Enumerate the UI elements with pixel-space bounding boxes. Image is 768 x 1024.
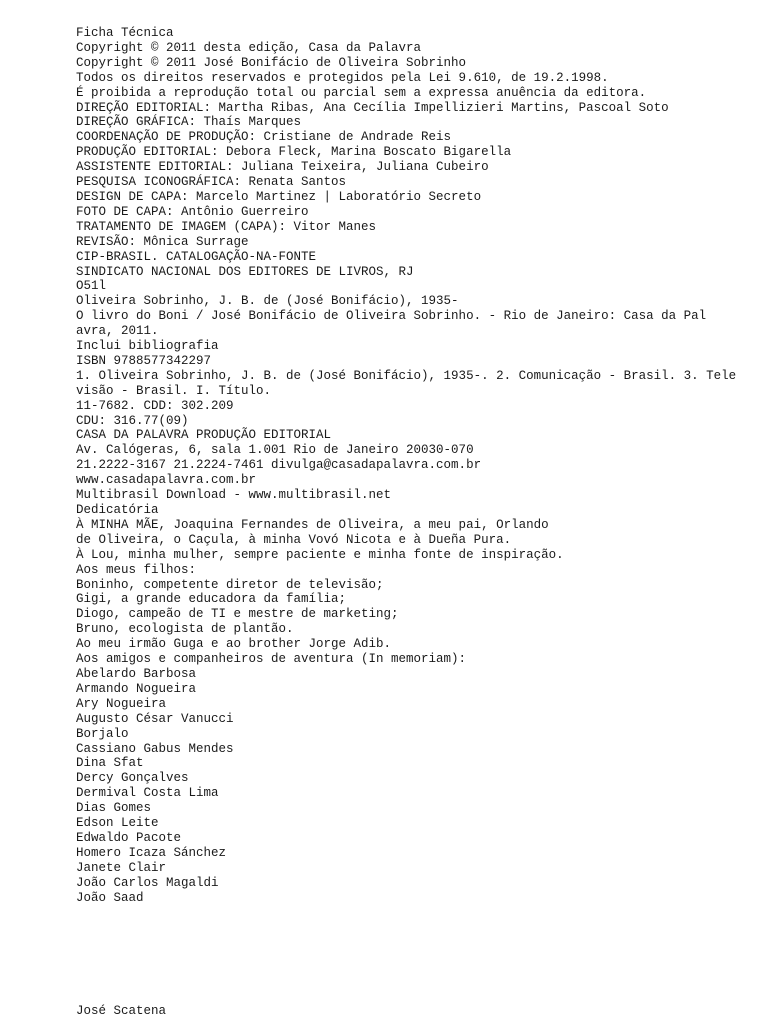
footer-line: José Scatena [76, 1004, 167, 1018]
text-line: avra, 2011. [76, 324, 159, 339]
text-line: Gigi, a grande educadora da família; [76, 592, 347, 607]
text-line: Multibrasil Download - www.multibrasil.net [76, 488, 392, 503]
text-line: À MINHA MÃE, Joaquina Fernandes de Oliveira, a meu pai, Orlando [76, 517, 549, 532]
text-line: CDU: 316.77(09) [76, 413, 189, 428]
text-line: SINDICATO NACIONAL DOS EDITORES DE LIVROS, RJ [76, 264, 414, 279]
text-line: Copyright © 2011 José Bonifácio de Oliveira Sobrinho [76, 55, 467, 70]
text-line: Dermival Costa Lima [76, 786, 219, 801]
text-line: Cassiano Gabus Mendes [76, 741, 234, 756]
text-line: É proibida a reprodução total ou parcial sem a expressa anuência da editora. [76, 85, 647, 100]
text-line: Augusto César Vanucci [76, 711, 234, 726]
text-line: Aos amigos e companheiros de aventura (In memoriam): [76, 652, 467, 667]
text-line: Edson Leite [76, 816, 159, 831]
text-line: PRODUÇÃO EDITORIAL: Debora Fleck, Marina Boscato Bigarella [76, 145, 512, 160]
text-line: ISBN 9788577342297 [76, 353, 212, 368]
text-line: Dercy Gonçalves [76, 771, 189, 786]
text-line: Abelardo Barbosa [76, 666, 197, 681]
text-line: Boninho, competente diretor de televisão; [76, 577, 384, 592]
text-line: de Oliveira, o Caçula, à minha Vovó Nicota e à Dueña Pura. [76, 532, 512, 547]
text-line: Ary Nogueira [76, 696, 167, 711]
text-line: Oliveira Sobrinho, J. B. de (José Bonifácio), 1935- [76, 294, 459, 309]
text-line: João Saad [76, 890, 144, 905]
text-line: REVISÃO: Mônica Surrage [76, 234, 249, 249]
text-line: Bruno, ecologista de plantão. [76, 622, 294, 637]
text-line: À Lou, minha mulher, sempre paciente e minha fonte de inspiração. [76, 547, 564, 562]
text-line: Borjalo [76, 726, 129, 741]
text-line: PESQUISA ICONOGRÁFICA: Renata Santos [76, 175, 347, 190]
text-line: visão - Brasil. I. Título. [76, 383, 272, 398]
text-line: Dina Sfat [76, 756, 144, 771]
text-line: DIREÇÃO GRÁFICA: Thaís Marques [76, 115, 302, 130]
text-line: Janete Clair [76, 860, 167, 875]
text-line: DESIGN DE CAPA: Marcelo Martinez | Laboratório Secreto [76, 189, 482, 204]
text-line: www.casadapalavra.com.br [76, 473, 257, 488]
text-line: Dedicatória [76, 503, 159, 517]
text-line: 1. Oliveira Sobrinho, J. B. de (José Bonifácio), 1935-. 2. Comunicação - Brasil. 3. Tele [76, 368, 737, 383]
text-line: 21.2222-3167 21.2224-7461 divulga@casadapalavra.com.br [76, 458, 482, 473]
text-line: Homero Icaza Sánchez [76, 845, 227, 860]
text-line: Av. Calógeras, 6, sala 1.001 Rio de Janeiro 20030-070 [76, 443, 474, 458]
text-line: COORDENAÇÃO DE PRODUÇÃO: Cristiane de Andrade Reis [76, 130, 452, 145]
text-line: Diogo, campeão de TI e mestre de marketing; [76, 607, 399, 622]
text-line: 11-7682. CDD: 302.209 [76, 398, 234, 413]
text-line: Inclui bibliografia [76, 339, 219, 354]
text-line: O livro do Boni / José Bonifácio de Oliveira Sobrinho. - Rio de Janeiro: Casa da Pal [76, 309, 707, 324]
text-line: Todos os direitos reservados e protegidos pela Lei 9.610, de 19.2.1998. [76, 70, 609, 85]
text-line: FOTO DE CAPA: Antônio Guerreiro [76, 204, 309, 219]
text-line: Ao meu irmão Guga e ao brother Jorge Adib. [76, 637, 392, 652]
text-line: DIREÇÃO EDITORIAL: Martha Ribas, Ana Cecília Impellizieri Martins, Pascoal Soto [76, 100, 669, 115]
text-line: CIP-BRASIL. CATALOGAÇÃO-NA-FONTE [76, 249, 317, 264]
text-line: Dias Gomes [76, 801, 152, 816]
text-line: O51l [76, 279, 107, 294]
text-line: Aos meus filhos: [76, 562, 197, 577]
text-line: CASA DA PALAVRA PRODUÇÃO EDITORIAL [76, 428, 332, 443]
text-line: Copyright © 2011 desta edição, Casa da Palavra [76, 40, 422, 55]
document-body [76, 26, 756, 905]
text-line: ASSISTENTE EDITORIAL: Juliana Teixeira, Juliana Cubeiro [76, 160, 489, 175]
text-line: João Carlos Magaldi [76, 875, 219, 890]
text-line: Armando Nogueira [76, 681, 197, 696]
text-line: Ficha Técnica [76, 26, 174, 40]
text-line: TRATAMENTO DE IMAGEM (CAPA): Vitor Manes [76, 219, 377, 234]
text-line: Edwaldo Pacote [76, 830, 182, 845]
